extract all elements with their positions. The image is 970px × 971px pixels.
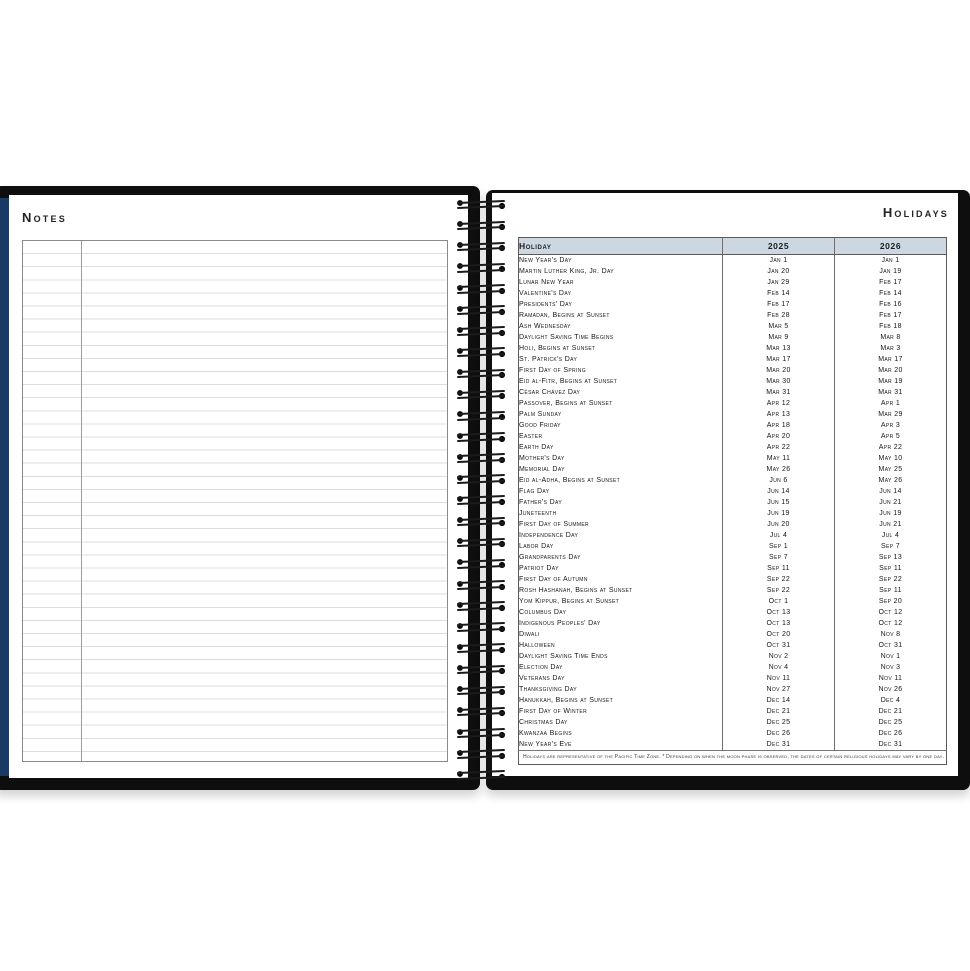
- notes-margin-divider: [81, 241, 82, 761]
- holiday-date: Dec 25: [835, 717, 947, 728]
- table-row: [519, 354, 947, 365]
- holiday-date: Jun 14: [835, 486, 947, 497]
- holiday-date: Jan 20: [723, 266, 835, 277]
- holiday-name: Eid al-Adha, Begins at Sunset: [519, 477, 621, 484]
- holiday-date: Nov 4: [723, 662, 835, 673]
- wire-loop: [456, 242, 506, 251]
- holiday-date: Sep 11: [835, 563, 947, 574]
- table-row: [519, 255, 947, 267]
- table-row: [519, 409, 947, 420]
- table-row: [519, 310, 947, 321]
- holiday-date: Sep 11: [835, 585, 947, 596]
- holiday-date: Jul 4: [723, 530, 835, 541]
- left-page-cover: [0, 186, 480, 790]
- holiday-date: May 10: [835, 453, 947, 464]
- wire-loop: [456, 200, 506, 209]
- holiday-date: May 25: [835, 464, 947, 475]
- holiday-date: Sep 1: [723, 541, 835, 552]
- table-header-row: [519, 238, 947, 255]
- holiday-name: Rosh Hashanah, Begins at Sunset: [519, 587, 633, 594]
- holiday-date: Oct 1: [723, 596, 835, 607]
- holiday-date: Nov 11: [835, 673, 947, 684]
- open-planner: [0, 185, 970, 792]
- wire-loop: [456, 475, 506, 484]
- holiday-date: May 26: [723, 464, 835, 475]
- holiday-date: Jun 20: [723, 519, 835, 530]
- holiday-name: Palm Sunday: [519, 411, 562, 418]
- wire-loop: [456, 581, 506, 590]
- table-row: [519, 552, 947, 563]
- holiday-date: Mar 19: [835, 376, 947, 387]
- holiday-date: Dec 25: [723, 717, 835, 728]
- holidays-page-title: Holidays: [882, 205, 949, 220]
- holiday-date: Oct 20: [723, 629, 835, 640]
- column-header-2025: 2025: [723, 238, 835, 255]
- table-row: [519, 453, 947, 464]
- holiday-date: Feb 17: [723, 299, 835, 310]
- table-row: [519, 288, 947, 299]
- holiday-table: [518, 237, 947, 765]
- holiday-date: Apr 22: [723, 442, 835, 453]
- wire-loop: [456, 602, 506, 611]
- holiday-date: Mar 20: [723, 365, 835, 376]
- holiday-date: Sep 11: [723, 563, 835, 574]
- table-row: [519, 497, 947, 508]
- holiday-date: Sep 20: [835, 596, 947, 607]
- holiday-date: Mar 9: [723, 332, 835, 343]
- table-row: [519, 618, 947, 629]
- holiday-name: Good Friday: [519, 422, 561, 429]
- wire-loop: [456, 433, 506, 442]
- holiday-name: Valentine's Day: [519, 290, 572, 297]
- holiday-date: Apr 12: [723, 398, 835, 409]
- holiday-date: Dec 31: [835, 739, 947, 751]
- holiday-name: Grandparents Day: [519, 554, 581, 561]
- holiday-date: Sep 7: [835, 541, 947, 552]
- wire-loop: [456, 559, 506, 568]
- table-row: [519, 277, 947, 288]
- table-row: [519, 585, 947, 596]
- holiday-date: Nov 11: [723, 673, 835, 684]
- holiday-date: Dec 21: [835, 706, 947, 717]
- table-row: [519, 475, 947, 486]
- wire-loop: [456, 644, 506, 653]
- holiday-name: New Year's Day: [519, 257, 572, 264]
- wire-loop: [456, 517, 506, 526]
- column-header-holiday: Holiday: [519, 238, 723, 255]
- table-row: [519, 266, 947, 277]
- holiday-date: Jun 6: [723, 475, 835, 486]
- holiday-name: Daylight Saving Time Begins: [519, 334, 614, 341]
- holiday-name: New Year's Eve: [519, 741, 572, 748]
- holiday-date: Oct 13: [723, 607, 835, 618]
- holiday-name: Presidents' Day: [519, 301, 573, 308]
- table-row: [519, 398, 947, 409]
- table-row: [519, 541, 947, 552]
- table-row: [519, 574, 947, 585]
- wire-loop: [456, 285, 506, 294]
- right-page-cover: [486, 190, 970, 790]
- holiday-name: Passover, Begins at Sunset: [519, 400, 613, 407]
- table-row: [519, 695, 947, 706]
- holiday-date: Mar 3: [835, 343, 947, 354]
- spiral-binding: [456, 200, 506, 780]
- holiday-date: Mar 17: [835, 354, 947, 365]
- holiday-date: Mar 5: [723, 321, 835, 332]
- holiday-date: Feb 14: [723, 288, 835, 299]
- table-row: [519, 343, 947, 354]
- holiday-date: Nov 26: [835, 684, 947, 695]
- holiday-name: First Day of Spring: [519, 367, 586, 374]
- wire-loop: [456, 729, 506, 738]
- table-row: [519, 596, 947, 607]
- holiday-name: St. Patrick's Day: [519, 356, 578, 363]
- holiday-date: Sep 13: [835, 552, 947, 563]
- notes-page: [9, 195, 468, 778]
- table-row: [519, 651, 947, 662]
- holiday-date: Jan 19: [835, 266, 947, 277]
- holiday-date: Jun 15: [723, 497, 835, 508]
- holiday-name: Juneteenth: [519, 510, 557, 517]
- wire-loop: [456, 496, 506, 505]
- holiday-date: Mar 29: [835, 409, 947, 420]
- holiday-date: Feb 14: [835, 288, 947, 299]
- holiday-table-body: [519, 255, 947, 751]
- holiday-name: Indigenous Peoples' Day: [519, 620, 601, 627]
- table-row: [519, 519, 947, 530]
- holidays-page: [492, 193, 958, 776]
- holiday-date: Jun 14: [723, 486, 835, 497]
- wire-loop: [456, 411, 506, 420]
- wire-loop: [456, 686, 506, 695]
- holiday-name: Eid al-Fitr, Begins at Sunset: [519, 378, 618, 385]
- wire-loop: [456, 707, 506, 716]
- holiday-date: Oct 31: [835, 640, 947, 651]
- holiday-name: First Day of Summer: [519, 521, 590, 528]
- wire-loop: [456, 221, 506, 230]
- holiday-date: Dec 14: [723, 695, 835, 706]
- holiday-name: Halloween: [519, 642, 555, 649]
- table-row: [519, 464, 947, 475]
- footnote-row: [519, 751, 947, 765]
- wire-loop: [456, 454, 506, 463]
- holiday-date: Sep 22: [835, 574, 947, 585]
- table-row: [519, 629, 947, 640]
- holiday-name: Yom Kippur, Begins at Sunset: [519, 598, 620, 605]
- holiday-date: Mar 8: [835, 332, 947, 343]
- wire-loop: [456, 369, 506, 378]
- holiday-date: Oct 12: [835, 607, 947, 618]
- table-row: [519, 508, 947, 519]
- cover-spine: [0, 198, 9, 776]
- holiday-date: Feb 28: [723, 310, 835, 321]
- holiday-date: Nov 1: [835, 651, 947, 662]
- holiday-name: Columbus Day: [519, 609, 567, 616]
- holiday-date: Apr 20: [723, 431, 835, 442]
- table-row: [519, 486, 947, 497]
- holiday-name: César Chávez Day: [519, 389, 581, 396]
- holiday-date: Jun 21: [835, 497, 947, 508]
- table-row: [519, 431, 947, 442]
- holiday-date: Apr 13: [723, 409, 835, 420]
- table-row: [519, 376, 947, 387]
- holiday-date: Oct 13: [723, 618, 835, 629]
- holiday-date: Apr 18: [723, 420, 835, 431]
- holiday-name: Kwanzaa Begins: [519, 730, 572, 737]
- holiday-date: Jun 19: [835, 508, 947, 519]
- holiday-name: First Day of Autumn: [519, 576, 588, 583]
- holiday-name: Independence Day: [519, 532, 579, 539]
- holiday-date: Apr 22: [835, 442, 947, 453]
- holiday-date: Jan 1: [835, 255, 947, 267]
- holiday-date: Apr 5: [835, 431, 947, 442]
- holiday-name: Memorial Day: [519, 466, 565, 473]
- table-row: [519, 684, 947, 695]
- holiday-date: Dec 26: [835, 728, 947, 739]
- wire-loop: [456, 623, 506, 632]
- holiday-name: Ash Wednesday: [519, 323, 571, 330]
- holiday-name: Hanukkah, Begins at Sunset: [519, 697, 613, 704]
- table-row: [519, 365, 947, 376]
- holiday-name: Martin Luther King, Jr. Day: [519, 268, 614, 275]
- holiday-name: Easter: [519, 433, 543, 440]
- holiday-date: Mar 31: [723, 387, 835, 398]
- table-row: [519, 442, 947, 453]
- holiday-name: Election Day: [519, 664, 563, 671]
- holiday-date: Dec 21: [723, 706, 835, 717]
- holiday-date: Oct 31: [723, 640, 835, 651]
- column-header-2026: 2026: [835, 238, 947, 255]
- holiday-date: Sep 22: [723, 574, 835, 585]
- holiday-name: Patriot Day: [519, 565, 559, 572]
- table-row: [519, 607, 947, 618]
- holiday-name: Christmas Day: [519, 719, 568, 726]
- table-row: [519, 739, 947, 751]
- table-row: [519, 387, 947, 398]
- holiday-date: Mar 17: [723, 354, 835, 365]
- wire-loop: [456, 327, 506, 336]
- holiday-date: Jan 1: [723, 255, 835, 267]
- table-row: [519, 420, 947, 431]
- holiday-name: Flag Day: [519, 488, 550, 495]
- wire-loop: [456, 771, 506, 780]
- table-row: [519, 563, 947, 574]
- holiday-date: Mar 31: [835, 387, 947, 398]
- holiday-name: Daylight Saving Time Ends: [519, 653, 608, 660]
- table-row: [519, 706, 947, 717]
- table-row: [519, 717, 947, 728]
- holiday-date: Mar 30: [723, 376, 835, 387]
- holiday-date: Feb 17: [835, 277, 947, 288]
- holiday-date: May 11: [723, 453, 835, 464]
- holiday-date: Nov 2: [723, 651, 835, 662]
- holiday-date: Dec 31: [723, 739, 835, 751]
- holiday-name: Thanksgiving Day: [519, 686, 577, 693]
- wire-loop: [456, 348, 506, 357]
- wire-loop: [456, 750, 506, 759]
- wire-loop: [456, 306, 506, 315]
- holiday-date: Feb 16: [835, 299, 947, 310]
- holiday-date: Sep 22: [723, 585, 835, 596]
- table-row: [519, 530, 947, 541]
- holiday-date: Jun 21: [835, 519, 947, 530]
- holiday-name: Diwali: [519, 631, 540, 638]
- holiday-name: Labor Day: [519, 543, 554, 550]
- holiday-date: Mar 20: [835, 365, 947, 376]
- holiday-date: Jun 19: [723, 508, 835, 519]
- holiday-date: Nov 3: [835, 662, 947, 673]
- holiday-date: Jan 29: [723, 277, 835, 288]
- table-row: [519, 728, 947, 739]
- holiday-date: Nov 27: [723, 684, 835, 695]
- table-row: [519, 321, 947, 332]
- holiday-name: Ramadan, Begins at Sunset: [519, 312, 610, 319]
- table-row: [519, 673, 947, 684]
- table-footnote: Holidays are representative of the Pacific Time Zone. * Depending on when the moon phase is observed, the dates of certain religious holidays may vary by one day.: [519, 751, 947, 765]
- holiday-date: Oct 12: [835, 618, 947, 629]
- holiday-name: Veterans Day: [519, 675, 565, 682]
- holiday-date: Nov 8: [835, 629, 947, 640]
- table-row: [519, 299, 947, 310]
- holiday-date: Jul 4: [835, 530, 947, 541]
- holiday-date: Dec 4: [835, 695, 947, 706]
- wire-loop: [456, 538, 506, 547]
- table-row: [519, 640, 947, 651]
- table-row: [519, 662, 947, 673]
- holiday-date: Dec 26: [723, 728, 835, 739]
- holiday-date: Apr 3: [835, 420, 947, 431]
- holiday-date: Mar 13: [723, 343, 835, 354]
- holiday-date: Sep 7: [723, 552, 835, 563]
- holiday-name: Earth Day: [519, 444, 554, 451]
- holiday-name: Father's Day: [519, 499, 563, 506]
- holiday-date: Feb 18: [835, 321, 947, 332]
- wire-loop: [456, 665, 506, 674]
- wire-loop: [456, 263, 506, 272]
- holiday-date: Apr 1: [835, 398, 947, 409]
- notes-page-title: Notes: [22, 210, 67, 225]
- holiday-name: Mother's Day: [519, 455, 565, 462]
- notes-ruled-area: [22, 240, 448, 762]
- table-row: [519, 332, 947, 343]
- holiday-date: Feb 17: [835, 310, 947, 321]
- wire-loop: [456, 390, 506, 399]
- holiday-name: Lunar New Year: [519, 279, 574, 286]
- holiday-name: First Day of Winter: [519, 708, 588, 715]
- holiday-name: Holi, Begins at Sunset: [519, 345, 596, 352]
- holiday-date: May 26: [835, 475, 947, 486]
